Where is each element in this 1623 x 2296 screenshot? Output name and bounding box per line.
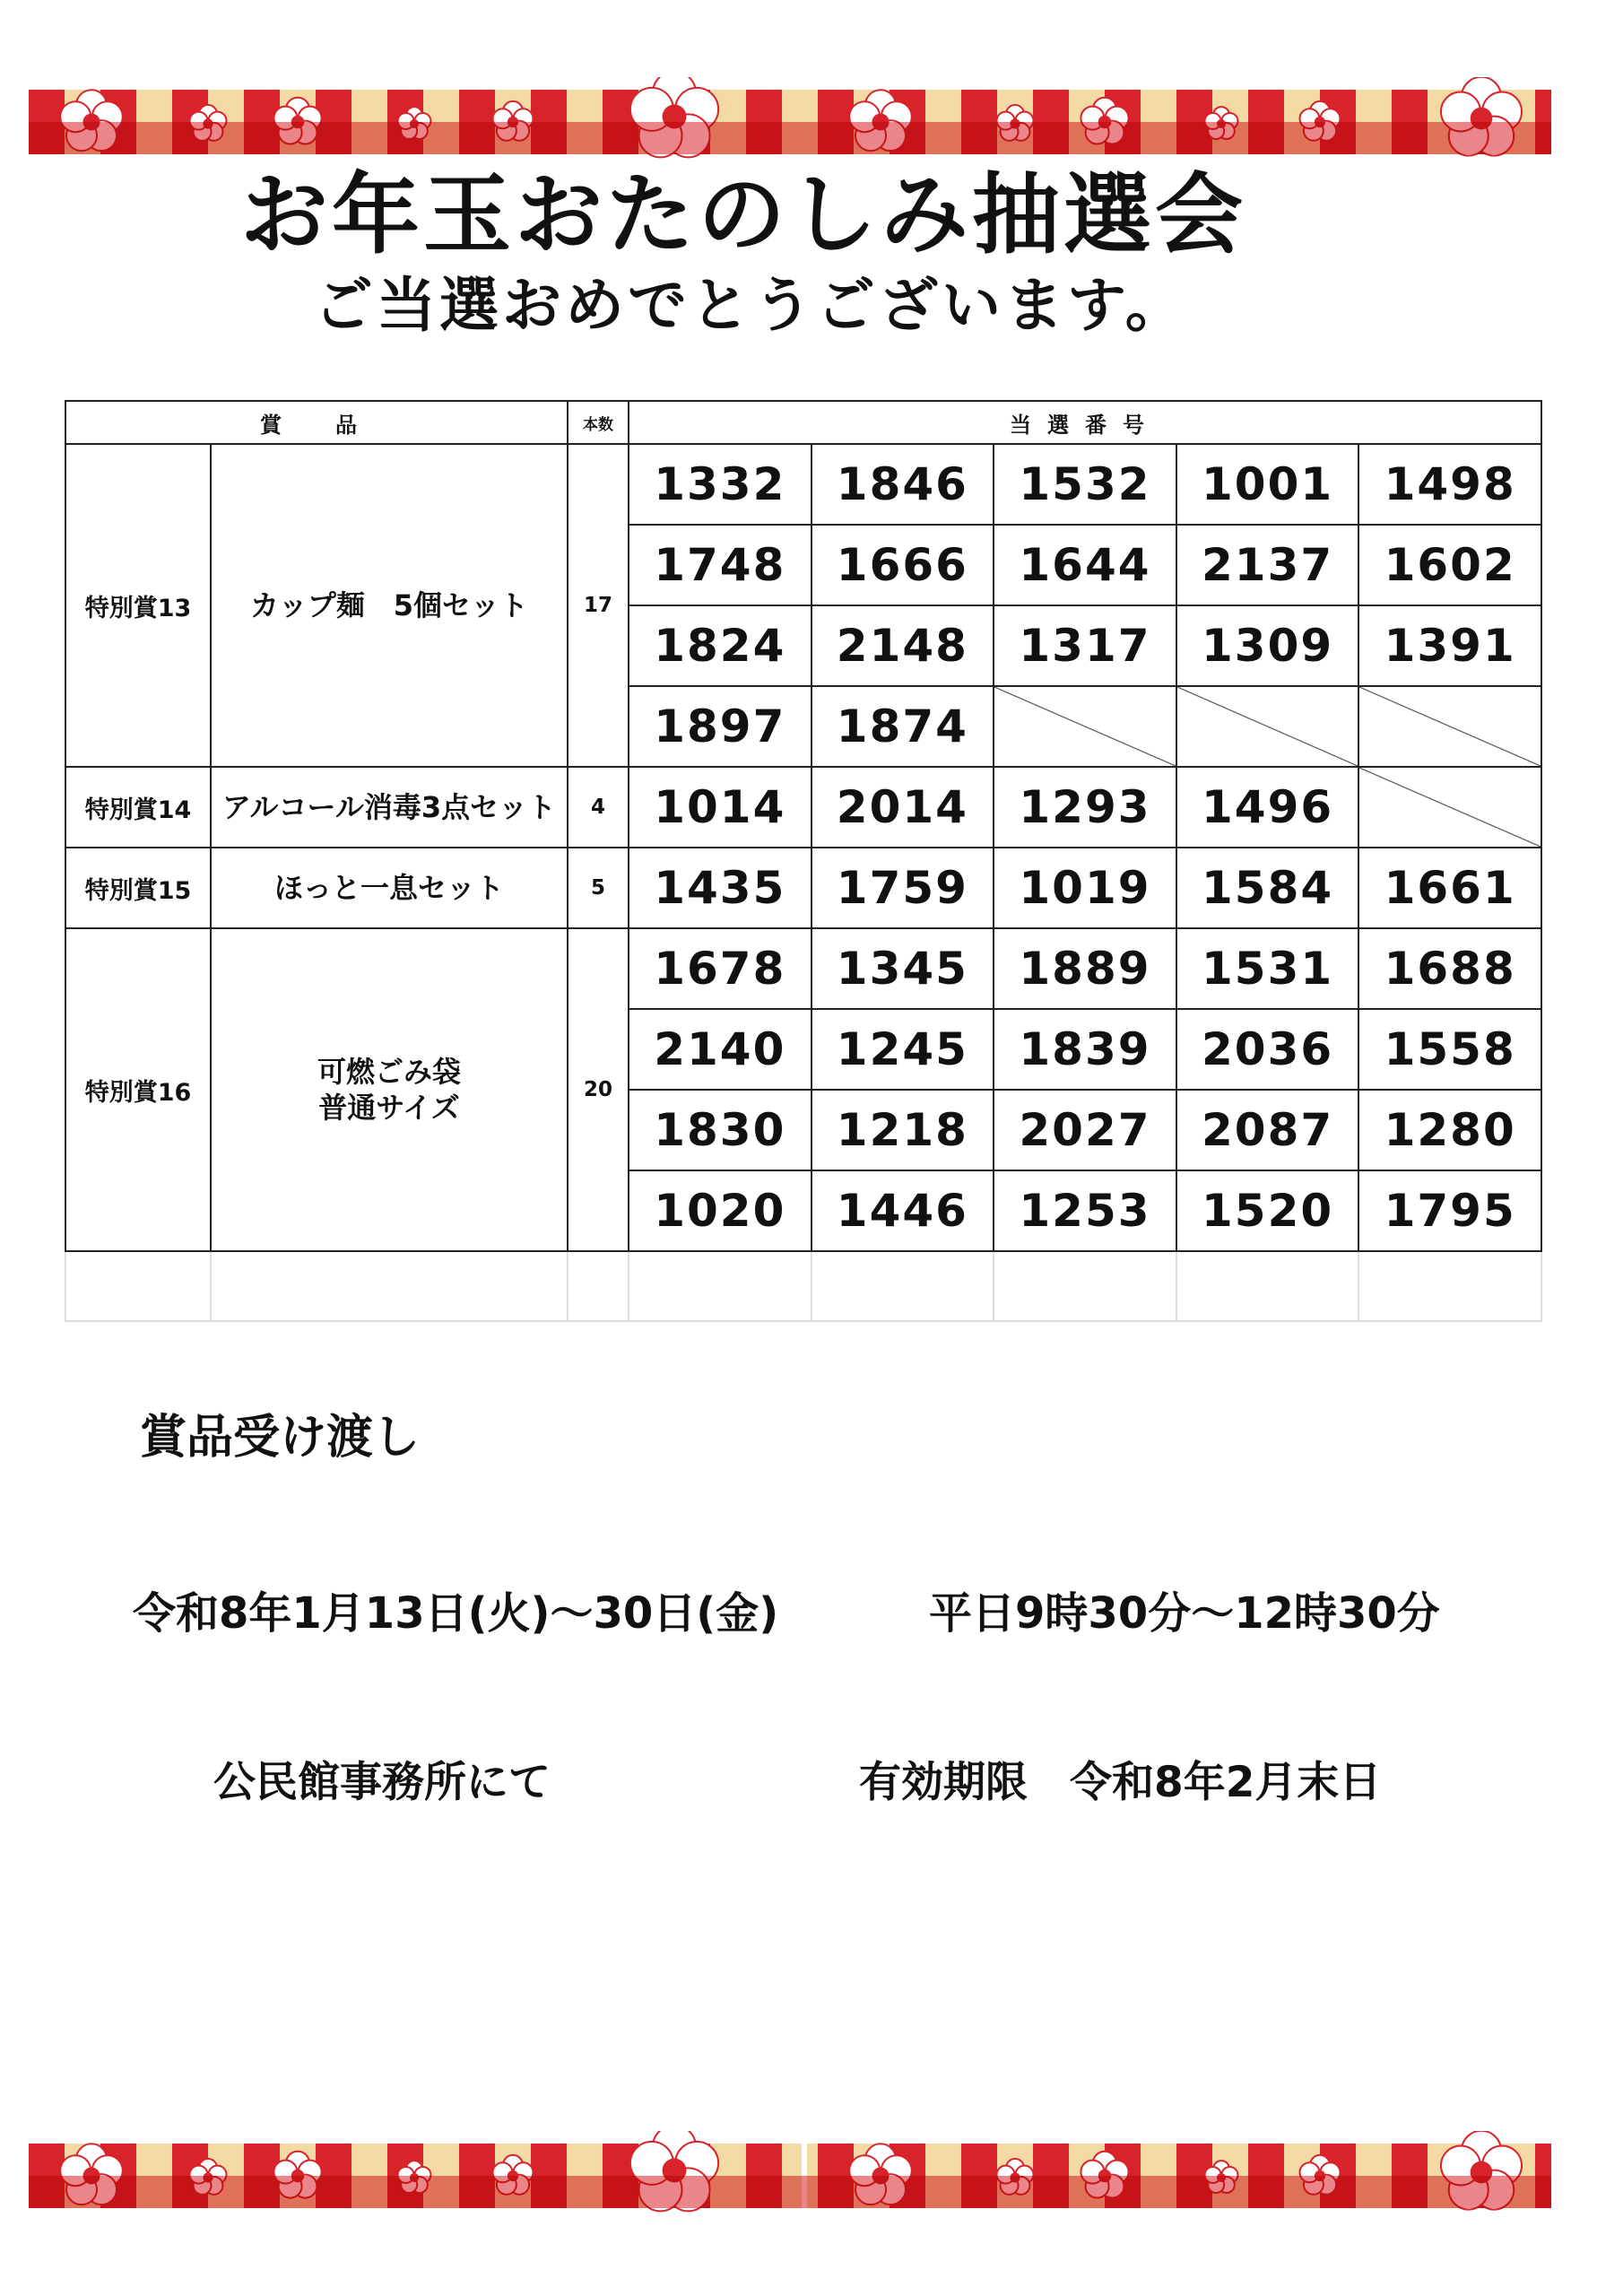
table-header-row bbox=[65, 401, 1541, 444]
decorative-border-bottom bbox=[29, 2144, 1551, 2208]
prize-item bbox=[211, 848, 568, 928]
empty-cell bbox=[1176, 686, 1359, 767]
winning-number: 1280 bbox=[1358, 1090, 1541, 1170]
winning-number: 1830 bbox=[629, 1090, 812, 1170]
winning-number: 1644 bbox=[994, 525, 1176, 605]
winning-number: 1496 bbox=[1176, 767, 1359, 848]
winning-number: 1520 bbox=[1176, 1170, 1359, 1251]
winning-number: 2140 bbox=[629, 1009, 812, 1090]
prize-category: 特別賞13 bbox=[65, 444, 211, 767]
table-row bbox=[65, 767, 1541, 848]
winning-number: 1795 bbox=[1358, 1170, 1541, 1251]
winning-number: 1498 bbox=[1358, 444, 1541, 525]
blank-cell bbox=[1176, 1251, 1359, 1321]
header-prize: 賞 品 bbox=[65, 401, 568, 444]
table-row bbox=[65, 444, 1541, 525]
empty-cell bbox=[1358, 686, 1541, 767]
winning-number: 1748 bbox=[629, 525, 812, 605]
plum-blossom-icon bbox=[29, 77, 1551, 167]
prize-item bbox=[211, 444, 568, 767]
winning-number: 1019 bbox=[994, 848, 1176, 928]
prize-count: 20 bbox=[568, 928, 629, 1251]
winning-number: 1584 bbox=[1176, 848, 1359, 928]
blank-cell bbox=[568, 1251, 629, 1321]
expiry-date: 有効期限 令和8年2月末日 bbox=[859, 1758, 1382, 1807]
blank-cell bbox=[994, 1251, 1176, 1321]
winning-number: 1391 bbox=[1358, 605, 1541, 686]
winning-number: 1666 bbox=[812, 525, 994, 605]
handover-hours: 平日9時30分～12時30分 bbox=[929, 1588, 1440, 1639]
prize-category: 特別賞14 bbox=[65, 767, 211, 848]
blank-row bbox=[65, 1251, 1541, 1321]
winning-number: 1678 bbox=[629, 928, 812, 1009]
prize-count: 17 bbox=[568, 444, 629, 767]
winning-number: 1558 bbox=[1358, 1009, 1541, 1090]
empty-cell bbox=[994, 686, 1176, 767]
table-row bbox=[65, 928, 1541, 1009]
blank-cell bbox=[1358, 1251, 1541, 1321]
winning-number: 1293 bbox=[994, 767, 1176, 848]
blank-cell bbox=[211, 1251, 568, 1321]
winning-number: 1531 bbox=[1176, 928, 1359, 1009]
handover-place: 公民館事務所にて bbox=[213, 1758, 551, 1807]
winning-number: 2137 bbox=[1176, 525, 1359, 605]
winning-number: 2036 bbox=[1176, 1009, 1359, 1090]
winning-number: 1688 bbox=[1358, 928, 1541, 1009]
winning-number: 1345 bbox=[812, 928, 994, 1009]
winning-number: 1759 bbox=[812, 848, 994, 928]
winning-number: 1446 bbox=[812, 1170, 994, 1251]
winning-number: 2087 bbox=[1176, 1090, 1359, 1170]
winning-number: 1435 bbox=[629, 848, 812, 928]
winning-number: 1218 bbox=[812, 1090, 994, 1170]
page-subtitle: ご当選おめでとうございます。 bbox=[314, 270, 1188, 340]
winning-number: 1253 bbox=[994, 1170, 1176, 1251]
handover-period: 令和8年1月13日(火)～30日(金) bbox=[133, 1588, 779, 1639]
prize-item bbox=[211, 928, 568, 1251]
winning-number: 1824 bbox=[629, 605, 812, 686]
winning-number: 1661 bbox=[1358, 848, 1541, 928]
table-row bbox=[65, 848, 1541, 928]
border-divider bbox=[802, 2144, 807, 2208]
winning-number: 1602 bbox=[1358, 525, 1541, 605]
winning-number: 1245 bbox=[812, 1009, 994, 1090]
winning-number: 2014 bbox=[812, 767, 994, 848]
prize-item-line: 可燃ごみ袋 bbox=[317, 1055, 461, 1089]
blank-cell bbox=[812, 1251, 994, 1321]
winning-numbers-table bbox=[65, 400, 1542, 1322]
empty-cell bbox=[1358, 767, 1541, 848]
winning-number: 1014 bbox=[629, 767, 812, 848]
winning-number: 1846 bbox=[812, 444, 994, 525]
plum-blossom-icon bbox=[29, 2131, 1551, 2221]
decorative-border-top bbox=[29, 90, 1551, 154]
winning-number: 1889 bbox=[994, 928, 1176, 1009]
winning-number: 1020 bbox=[629, 1170, 812, 1251]
winning-number: 1532 bbox=[994, 444, 1176, 525]
prize-item-line: カップ麺 5個セット bbox=[250, 588, 528, 622]
prize-count: 4 bbox=[568, 767, 629, 848]
winning-number: 1001 bbox=[1176, 444, 1359, 525]
header-count: 本数 bbox=[568, 401, 629, 444]
prize-item-line: 普通サイズ bbox=[318, 1091, 460, 1125]
prize-item-line: ほっと一息セット bbox=[273, 871, 504, 905]
winning-number: 1309 bbox=[1176, 605, 1359, 686]
winning-number: 2148 bbox=[812, 605, 994, 686]
winning-number: 1874 bbox=[812, 686, 994, 767]
header-numbers: 当選番号 bbox=[629, 401, 1541, 444]
winning-number: 2027 bbox=[994, 1090, 1176, 1170]
page-title: お年玉おたのしみ抽選会 bbox=[240, 163, 1247, 266]
blank-cell bbox=[65, 1251, 211, 1321]
handover-heading: 賞品受け渡し bbox=[140, 1411, 421, 1465]
winning-number: 1839 bbox=[994, 1009, 1176, 1090]
winning-number: 1332 bbox=[629, 444, 812, 525]
prize-category: 特別賞15 bbox=[65, 848, 211, 928]
winning-number: 1897 bbox=[629, 686, 812, 767]
blank-cell bbox=[629, 1251, 812, 1321]
prize-count: 5 bbox=[568, 848, 629, 928]
prize-item-line: アルコール消毒3点セット bbox=[221, 790, 557, 824]
prize-category: 特別賞16 bbox=[65, 928, 211, 1251]
prize-item bbox=[211, 767, 568, 848]
winning-number: 1317 bbox=[994, 605, 1176, 686]
